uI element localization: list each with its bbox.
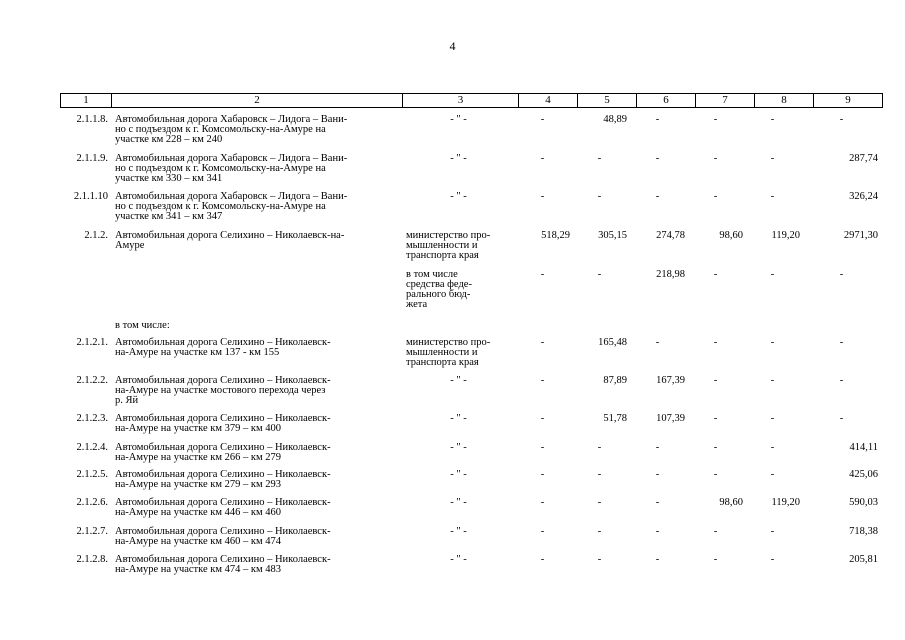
cell-col-4: - (540, 269, 545, 280)
cell-col-4: - (540, 413, 545, 424)
cell-col-5: - (597, 191, 602, 202)
cell-col-3: министерство про- мышленности и транспорта края (406, 337, 491, 368)
cell-col-2: Автомобильная дорога Селихино – Николаевск- на-Амуре на участке мостового перехода через р. Яй (115, 375, 331, 406)
cell-col-2: в том числе: (115, 320, 170, 331)
cell-col-7: - (713, 269, 718, 280)
cell-col-6: 107,39 (656, 413, 685, 424)
cell-col-7: - (713, 554, 718, 565)
cell-col-8: - (770, 526, 775, 537)
cell-col-5: 48,89 (603, 114, 627, 125)
cell-col-5: 87,89 (603, 375, 627, 386)
cell-col-4: - (540, 375, 545, 386)
cell-col-3: - " - (450, 526, 467, 537)
cell-col-9: 425,06 (849, 469, 878, 480)
cell-col-3: - " - (450, 191, 467, 202)
cell-col-9: 414,11 (849, 442, 878, 453)
cell-col-5: - (597, 526, 602, 537)
cell-col-2: Автомобильная дорога Селихино – Николаевск- на-Амуре на участке км 137 - км 155 (115, 337, 331, 358)
cell-col-3: в том числе средства феде- рального бюд- жета (406, 269, 472, 310)
cell-col-3: - " - (450, 375, 467, 386)
cell-col-1: 2.1.2.6. (76, 497, 108, 508)
cell-col-2: Автомобильная дорога Селихино – Николаевск-на- Амуре (115, 230, 345, 251)
cell-col-5: - (597, 269, 602, 280)
cell-col-8: - (770, 191, 775, 202)
cell-col-5: - (597, 153, 602, 164)
cell-col-9: 718,38 (849, 526, 878, 537)
cell-col-3: - " - (450, 442, 467, 453)
cell-col-5: 51,78 (603, 413, 627, 424)
cell-col-4: - (540, 469, 545, 480)
cell-col-4: - (540, 442, 545, 453)
cell-col-3: министерство про- мышленности и транспорта края (406, 230, 491, 261)
header-col-7: 7 (696, 94, 755, 107)
cell-col-8: - (770, 153, 775, 164)
cell-col-9: - (839, 375, 844, 386)
cell-col-9: - (839, 413, 844, 424)
cell-col-6: - (655, 469, 660, 480)
cell-col-8: - (770, 375, 775, 386)
cell-col-9: - (839, 114, 844, 125)
cell-col-6: - (655, 526, 660, 537)
cell-col-5: - (597, 497, 602, 508)
cell-col-6: 218,98 (656, 269, 685, 280)
cell-col-2: Автомобильная дорога Селихино – Николаевск- на-Амуре на участке км 379 – км 400 (115, 413, 331, 434)
cell-col-3: - " - (450, 114, 467, 125)
cell-col-2: Автомобильная дорога Селихино – Николаевск- на-Амуре на участке км 279 – км 293 (115, 469, 331, 490)
cell-col-1: 2.1.2.4. (76, 442, 108, 453)
cell-col-2: Автомобильная дорога Селихино – Николаевск- на-Амуре на участке км 446 – км 460 (115, 497, 331, 518)
header-col-4: 4 (519, 94, 578, 107)
cell-col-6: - (655, 191, 660, 202)
header-col-8: 8 (755, 94, 814, 107)
cell-col-1: 2.1.1.8. (76, 114, 108, 125)
cell-col-8: - (770, 337, 775, 348)
cell-col-6: - (655, 153, 660, 164)
cell-col-4: 518,29 (541, 230, 570, 241)
cell-col-5: - (597, 554, 602, 565)
cell-col-6: 274,78 (656, 230, 685, 241)
cell-col-1: 2.1.2.1. (76, 337, 108, 348)
cell-col-9: 326,24 (849, 191, 878, 202)
cell-col-2: Автомобильная дорога Селихино – Николаевск- на-Амуре на участке км 474 – км 483 (115, 554, 331, 575)
cell-col-5: 165,48 (598, 337, 627, 348)
cell-col-3: - " - (450, 497, 467, 508)
cell-col-8: - (770, 269, 775, 280)
page-number: 4 (449, 39, 456, 53)
cell-col-3: - " - (450, 153, 467, 164)
cell-col-7: - (713, 153, 718, 164)
cell-col-7: - (713, 375, 718, 386)
cell-col-7: - (713, 469, 718, 480)
cell-col-5: - (597, 442, 602, 453)
cell-col-7: - (713, 114, 718, 125)
cell-col-9: 590,03 (849, 497, 878, 508)
header-col-3: 3 (403, 94, 519, 107)
header-col-5: 5 (578, 94, 637, 107)
cell-col-7: - (713, 526, 718, 537)
cell-col-6: - (655, 114, 660, 125)
cell-col-2: Автомобильная дорога Хабаровск – Лидога – Вани- но с подъездом к г. Комсомольску-на-Амуре на участке км 330 – км 341 (115, 153, 348, 184)
header-col-2: 2 (112, 94, 403, 107)
cell-col-6: - (655, 554, 660, 565)
table-header (60, 93, 883, 108)
cell-col-2: Автомобильная дорога Хабаровск – Лидога – Вани- но с подъездом к г. Комсомольску-на-Амуре на участке км 228 – км 240 (115, 114, 348, 145)
cell-col-8: - (770, 554, 775, 565)
cell-col-7: 98,60 (719, 497, 743, 508)
cell-col-6: - (655, 497, 660, 508)
cell-col-1: 2.1.2. (84, 230, 108, 241)
cell-col-8: - (770, 442, 775, 453)
header-col-6: 6 (637, 94, 696, 107)
cell-col-2: Автомобильная дорога Хабаровск – Лидога – Вани- но с подъездом к г. Комсомольску-на-Амуре на участке км 341 – км 347 (115, 191, 348, 222)
cell-col-7: - (713, 413, 718, 424)
cell-col-6: - (655, 442, 660, 453)
cell-col-7: - (713, 442, 718, 453)
cell-col-2: Автомобильная дорога Селихино – Николаевск- на-Амуре на участке км 266 – км 279 (115, 442, 331, 463)
cell-col-8: - (770, 413, 775, 424)
cell-col-8: 119,20 (771, 230, 800, 241)
cell-col-1: 2.1.2.3. (76, 413, 108, 424)
cell-col-6: 167,39 (656, 375, 685, 386)
cell-col-9: - (839, 269, 844, 280)
cell-col-1: 2.1.2.8. (76, 554, 108, 565)
cell-col-5: - (597, 469, 602, 480)
cell-col-3: - " - (450, 469, 467, 480)
cell-col-9: 205,81 (849, 554, 878, 565)
cell-col-4: - (540, 337, 545, 348)
cell-col-1: 2.1.1.10 (73, 191, 108, 202)
cell-col-2: Автомобильная дорога Селихино – Николаевск- на-Амуре на участке км 460 – км 474 (115, 526, 331, 547)
cell-col-5: 305,15 (598, 230, 627, 241)
cell-col-4: - (540, 191, 545, 202)
cell-col-7: - (713, 337, 718, 348)
cell-col-1: 2.1.2.7. (76, 526, 108, 537)
cell-col-8: 119,20 (771, 497, 800, 508)
cell-col-3: - " - (450, 554, 467, 565)
cell-col-9: - (839, 337, 844, 348)
cell-col-9: 2971,30 (843, 230, 878, 241)
cell-col-6: - (655, 337, 660, 348)
cell-col-4: - (540, 497, 545, 508)
cell-col-1: 2.1.2.5. (76, 469, 108, 480)
cell-col-4: - (540, 526, 545, 537)
header-col-9: 9 (845, 94, 851, 106)
cell-col-4: - (540, 153, 545, 164)
cell-col-8: - (770, 469, 775, 480)
cell-col-1: 2.1.2.2. (76, 375, 108, 386)
cell-col-8: - (770, 114, 775, 125)
header-col-1: 1 (61, 94, 112, 107)
cell-col-9: 287,74 (849, 153, 878, 164)
cell-col-1: 2.1.1.9. (76, 153, 108, 164)
cell-col-3: - " - (450, 413, 467, 424)
cell-col-7: - (713, 191, 718, 202)
cell-col-7: 98,60 (719, 230, 743, 241)
cell-col-4: - (540, 114, 545, 125)
cell-col-4: - (540, 554, 545, 565)
